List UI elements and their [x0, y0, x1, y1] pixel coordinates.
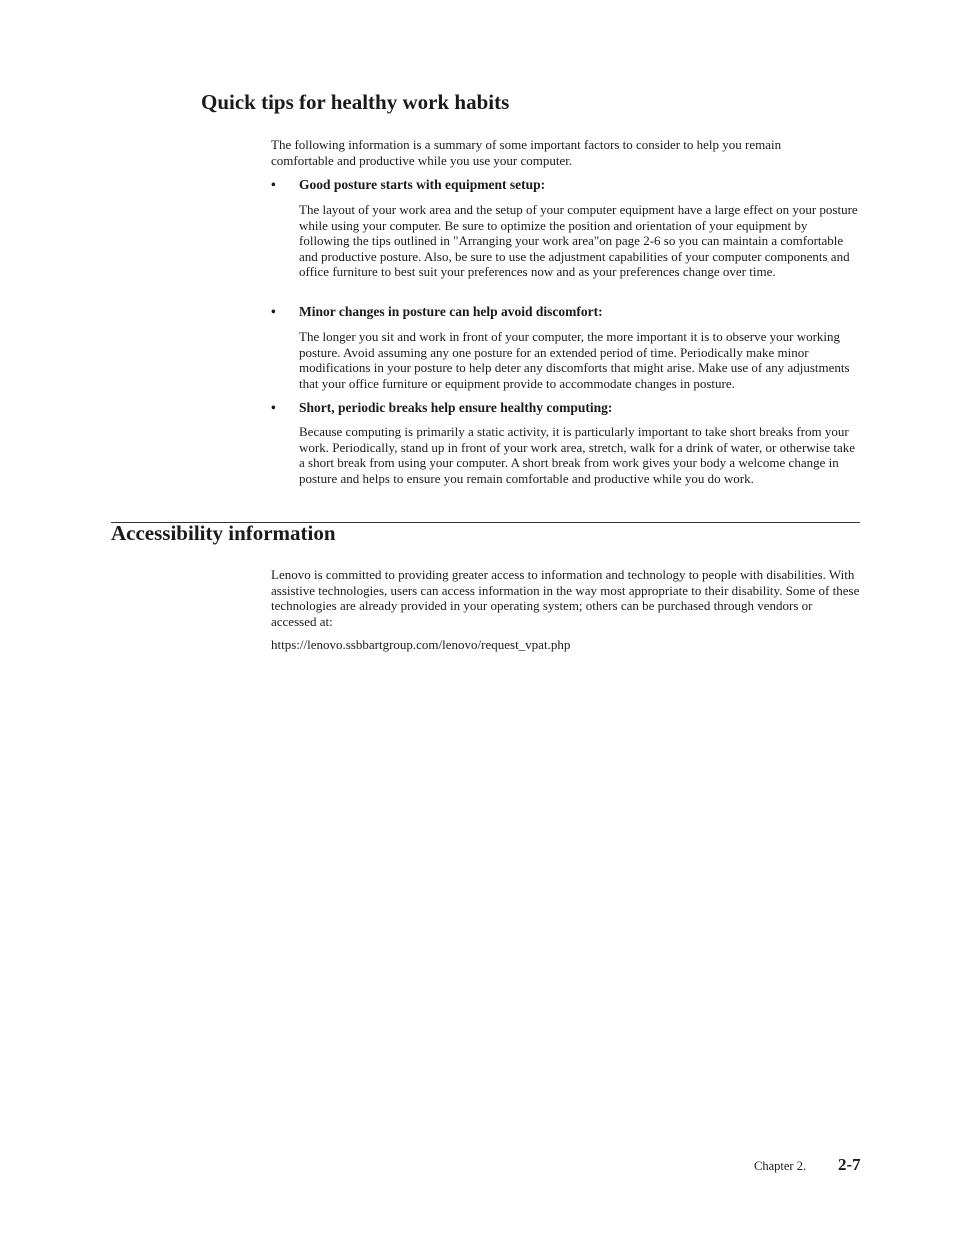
bullet-paragraph-posture: The layout of your work area and the setup of your computer equipment have a large effect on your posture while using your computer. Be sure to optimize the position and orientation of your equipment by following the tips outlined in "Arranging your work area"on page 2-6 so you can maintain a comfortable and productive posture. Also, be sure to use the adjustment capabilities of your computer components and office furniture to best suit your preferences now and as your preferences change over time. [299, 202, 858, 280]
bullet-heading-text: Minor changes in posture can help avoid discomfort: [299, 304, 603, 319]
footer-page-number: 2-7 [838, 1155, 861, 1174]
accessibility-paragraph: Lenovo is committed to providing greater access to information and technology to people with disabilities. With assistive technologies, users can access information in the way most appropriate to their disability. Some of these technologies are already provided in your operating system; others can be purchased through vendors or accessed at: [271, 567, 860, 629]
bullet-heading-text: Good posture starts with equipment setup: [299, 177, 546, 192]
bullet-marker: • [271, 304, 276, 319]
section-title-healthy-habits: Quick tips for healthy work habits [201, 90, 510, 114]
bullet-heading-text: Short, periodic breaks help ensure healthy computing: [299, 400, 613, 415]
bullet-marker: • [271, 400, 276, 415]
bullet-heading-minor-changes [271, 304, 603, 320]
accessibility-url-link[interactable]: https://lenovo.ssbbartgroup.com/lenovo/request_vpat.php [271, 637, 571, 652]
bullet-heading-breaks [271, 400, 612, 416]
footer-chapter-label: Chapter 2. [754, 1159, 807, 1173]
bullet-marker: • [271, 177, 276, 192]
intro-paragraph: The following information is a summary of some important factors to consider to help you remain comfortable and productive while you use your computer. [271, 137, 782, 168]
bullet-heading-posture [271, 177, 545, 193]
bullet-paragraph-breaks: Because computing is primarily a static activity, it is particularly important to take short breaks from your work. Periodically, stand up in front of your work area, stretch, walk for a drink of water, or otherwise take a short break from using your computer. A short break from work gives your body a welcome change in posture and helps to ensure you remain comfortable and productive while you do work. [299, 424, 856, 486]
section-title-accessibility: Accessibility information [111, 521, 336, 545]
bullet-paragraph-minor-changes: The longer you sit and work in front of your computer, the more important it is to observe your working posture. Avoid assuming any one posture for an extended period of time. Periodically make minor modifications in your posture to help deter any discomforts that might arise. Make use of any adjustments that your office furniture or equipment provide to accommodate changes in posture. [299, 329, 850, 391]
